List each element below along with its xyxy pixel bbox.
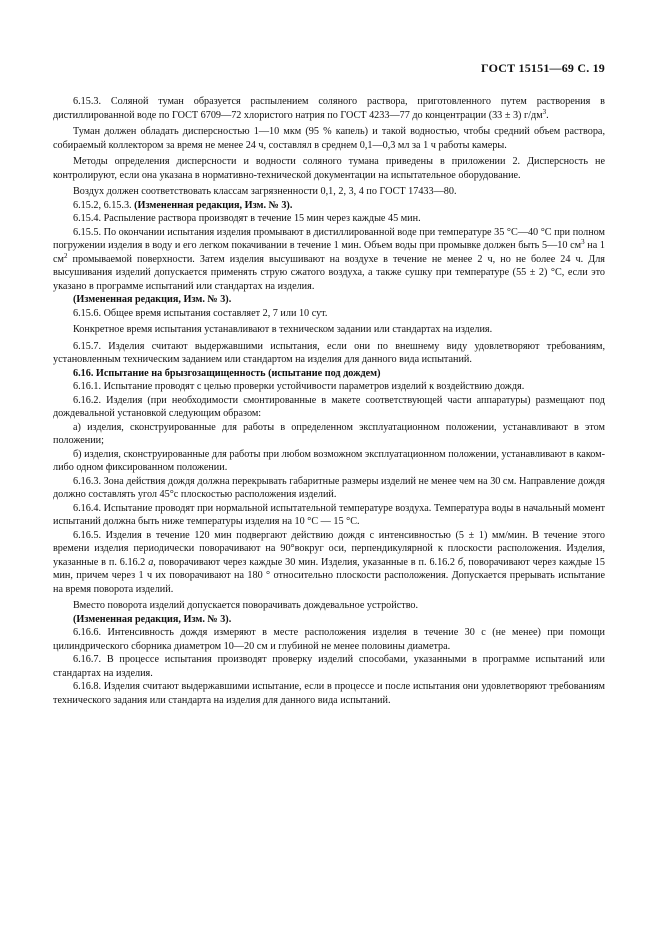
paragraph: 6.16.8. Изделия считают выдержавшими испытание, если в процессе и после испытания они удовлетворяют требованиям технического задания или стандарта на изделия для данного вида испытаний. — [53, 681, 605, 706]
paragraph: 6.16.5. Изделия в течение 120 мин подвергают действию дождя с интенсивностью (5 ± 1) мм/мин. В течение этого времени изделия периодически поворачивают на 90°вокруг оси, перпендикулярной к плоскости расположения. Изделия, указанные в п. 6.16.2 а, поворачивают через каждые 30 мин. Изделия, указанные в п. 6.16.2 б, поворачивают через каждые 15 мин, причем через 1 ч их поворачивают на 180 ° относительно плоскости расположения. Допускается прерывать испытание на время поворота изделий. — [53, 529, 605, 595]
paragraph: 6.15.5. По окончании испытания изделия промывают в дистиллированной воде при температуре 35 °С—40 °С при полном погружении изделия в воду и его легком покачивании в течение 1 мин. Объем воды при промывке должен быть 5—10 $см^3$ на 1 $см^2$ промываемой поверхности. Затем изделия высушивают на воздухе в течение не менее 2 ч, но не более 24 ч. Для высушивания изделий допускается применять струю сжатого воздуха, а также сушку при температуре (55 ± 2) °С, если это указано в программе испытаний или стандартах на изделия. — [53, 226, 605, 292]
amendment-note: (Измененная редакция, Изм. № 3). — [73, 294, 232, 305]
paragraph: Туман должен обладать дисперсностью 1—10 мкм (95 % капель) и такой водностью, чтобы средний объем раствора, собираемый коллектором за время не менее 24 ч, составлял в среднем 0,1—0,3 мл за 1 ч работы камеры. — [53, 126, 605, 151]
paragraph: 6.15.4. Распыление раствора производят в течение 15 мин через каждые 45 мин. — [73, 213, 421, 224]
paragraph: 6.15.7. Изделия считают выдержавшими испытания, если они по внешнему виду удовлетворяют требованиям, установленным техническим заданием или стандартом на изделия для данного вида испытаний. — [53, 340, 605, 365]
paragraph: Методы определения дисперсности и водности соляного тумана приведены в приложении 2. Дисперсность не контролируют, если она указана в нормативно-технической документации на испытательное оборудование. — [53, 156, 605, 181]
paragraph: 6.15.2, 6.15.3. (Измененная редакция, Изм. № 3). — [73, 199, 293, 211]
section-heading: 6.16. Испытание на брызгозащищенность (испытание под дождем) — [73, 367, 381, 379]
document-body — [53, 95, 605, 707]
paragraph: Вместо поворота изделий допускается поворачивать дождевальное устройство. — [73, 600, 419, 611]
paragraph: 6.16.3. Зона действия дождя должна перекрывать габаритные размеры изделий не менее чем на 30 см. Направление дождя должно составлять угол 45°с плоскостью расположения изделий. — [53, 475, 605, 500]
paragraph: 6.15.3. Соляной туман образуется распылением соляного раствора, приготовленного путем растворения в дистиллированной воде по ГОСТ 6709—72 хлористого натрия по ГОСТ 4233—77 до концентрации (33 ± 3) $г/дм^3$. — [53, 96, 605, 121]
paragraph: 6.16.4. Испытание проводят при нормальной испытательной температуре воздуха. Температура воды в начальный момент испытаний должна быть ниже температуры изделия на 10 °С — 15 °С. — [53, 502, 605, 527]
paragraph: б) изделия, сконструированные для работы при любом возможном эксплуатационном положении, устанавливают в каком-либо одном фиксированном положении. — [53, 448, 605, 473]
paragraph: а) изделия, сконструированные для работы в определенном эксплуатационном положении, устанавливают в этом положении; — [53, 421, 605, 446]
paragraph: Воздух должен соответствовать классам загрязненности 0,1, 2, 3, 4 по ГОСТ 17433—80. — [73, 186, 457, 197]
paragraph: 6.16.7. В процессе испытания производят проверку изделий способами, указанными в программе испытаний или стандартах на изделия. — [53, 654, 605, 679]
paragraph: 6.16.1. Испытание проводят с целью проверки устойчивости параметров изделий к воздействию дождя. — [73, 381, 525, 392]
paragraph: 6.15.6. Общее время испытания составляет 2, 7 или 10 сут. — [73, 307, 328, 319]
amendment-note: (Измененная редакция, Изм. № 3). — [73, 613, 232, 625]
page-header: ГОСТ 15151—69 С. 19 — [481, 61, 605, 75]
paragraph: 6.16.6. Интенсивность дождя измеряют в месте расположения изделия в течение 30 с (не менее) при помощи цилиндрического сборника диаметром 10—20 см и глубиной не менее половины диаметра. — [53, 627, 605, 652]
paragraph: 6.16.2. Изделия (при необходимости смонтированные в макете соответствующей части аппаратуры) размещают под дождевальной установкой следующим образом: — [53, 394, 605, 419]
paragraph: Конкретное время испытания устанавливают в техническом задании или стандартах на изделия. — [73, 324, 493, 335]
